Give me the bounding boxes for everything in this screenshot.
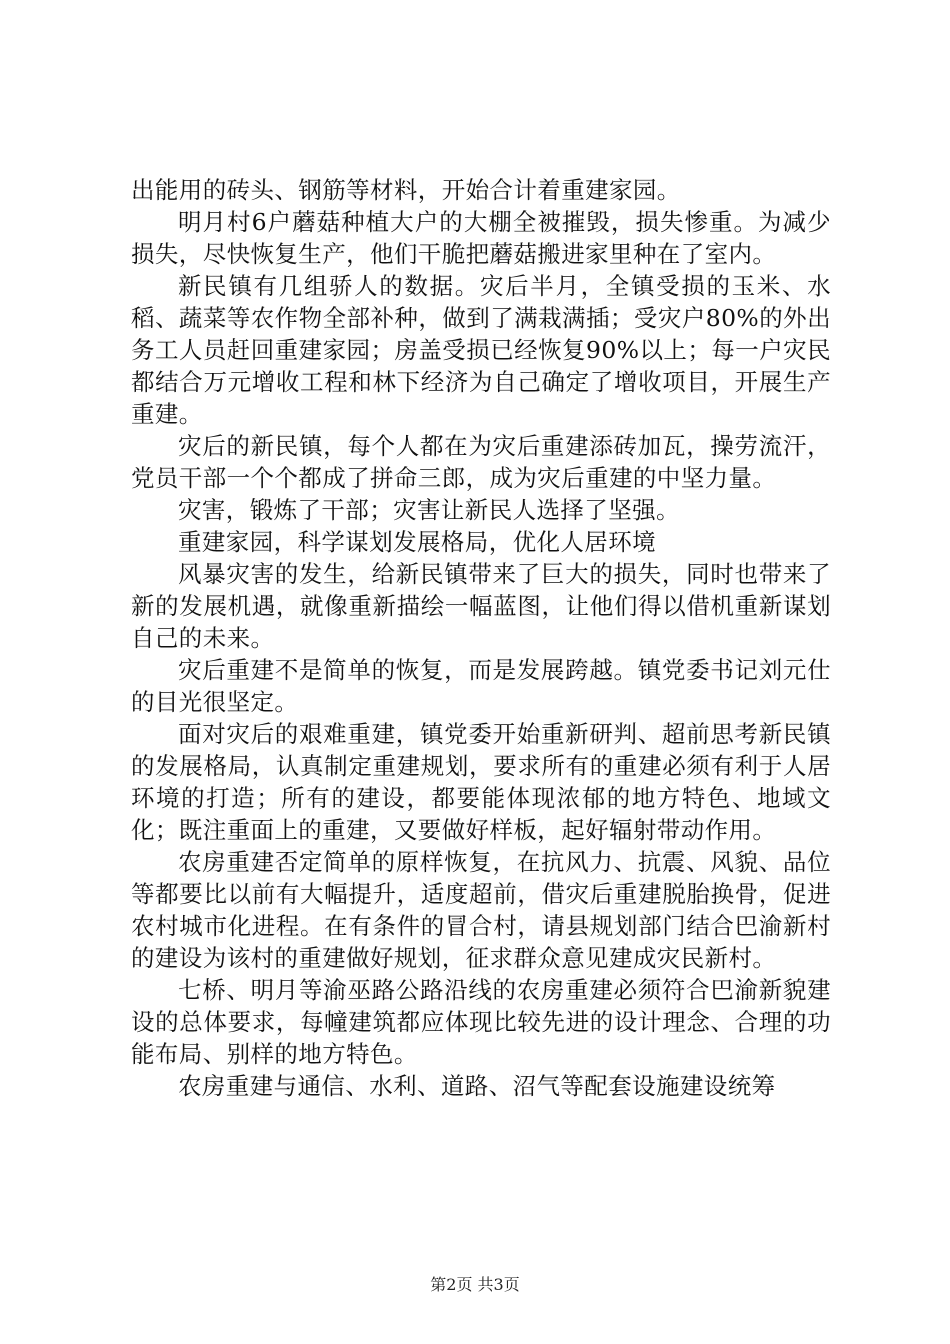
paragraph: 明月村6户蘑菇种植大户的大棚全被摧毁，损失惨重。为减少损失，尽快恢复生产，他们干脆把蘑菇搬进家里种在了室内。	[131, 208, 831, 268]
paragraph-continuation: 出能用的砖头、钢筋等材料，开始合计着重建家园。	[131, 176, 681, 204]
document-body	[131, 174, 831, 1102]
paragraph: 面对灾后的艰难重建，镇党委开始重新研判、超前思考新民镇的发展格局，认真制定重建规划，要求所有的重建必须有利于人居环境的打造；所有的建设，都要能体现浓郁的地方特色、地域文化；既注重面上的重建，又要做好样板，起好辐射带动作用。	[131, 720, 831, 844]
paragraph: 灾后重建不是简单的恢复，而是发展跨越。镇党委书记刘元仕的目光很坚定。	[131, 656, 831, 716]
section-heading: 重建家园，科学谋划发展格局，优化人居环境	[178, 528, 656, 556]
paragraph: 灾后的新民镇，每个人都在为灾后重建添砖加瓦，操劳流汗，党员干部一个个都成了拼命三郎，成为灾后重建的中坚力量。	[131, 432, 831, 492]
paragraph: 农房重建与通信、水利、道路、沼气等配套设施建设统筹	[178, 1072, 776, 1100]
paragraph: 农房重建否定简单的原样恢复，在抗风力、抗震、风貌、品位等都要比以前有大幅提升，适度超前，借灾后重建脱胎换骨，促进农村城市化进程。在有条件的冒合村，请县规划部门结合巴渝新村的建设为该村的重建做好规划，征求群众意见建成灾民新村。	[131, 848, 831, 972]
paragraph: 灾害，锻炼了干部；灾害让新民人选择了坚强。	[178, 496, 680, 524]
paragraph: 七桥、明月等渝巫路公路沿线的农房重建必须符合巴渝新貌建设的总体要求，每幢建筑都应体现比较先进的设计理念、合理的功能布局、别样的地方特色。	[131, 976, 831, 1068]
page-number-footer: 第2页 共3页	[430, 1275, 520, 1294]
paragraph: 新民镇有几组骄人的数据。灾后半月，全镇受损的玉米、水稻、蔬菜等农作物全部补种，做到了满栽满插；受灾户80%的外出务工人员赶回重建家园；房盖受损已经恢复90%以上；每一户灾民都结合万元增收工程和林下经济为自己确定了增收项目，开展生产重建。	[131, 272, 831, 428]
paragraph: 风暴灾害的发生，给新民镇带来了巨大的损失，同时也带来了新的发展机遇，就像重新描绘一幅蓝图，让他们得以借机重新谋划自己的未来。	[131, 560, 831, 652]
